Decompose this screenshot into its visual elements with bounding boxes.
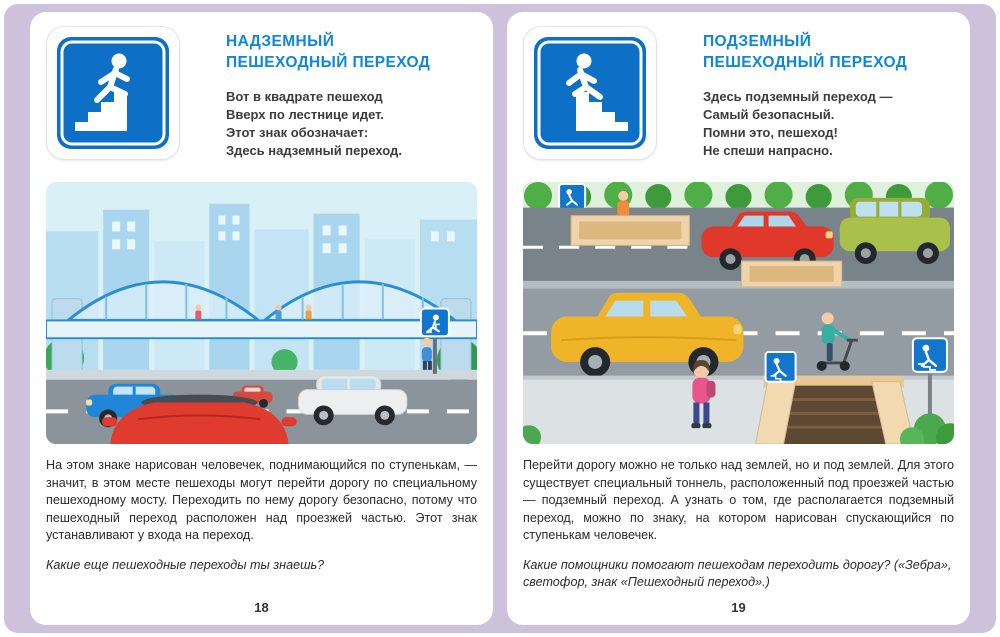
- poem-line: Не спеши напрасно.: [703, 143, 833, 158]
- page-header: [46, 26, 477, 160]
- page-title: [226, 31, 430, 73]
- page-header: [523, 26, 954, 160]
- underground-crossing-sign-icon: [534, 37, 646, 149]
- poem-line: Помни это, пешеход!: [703, 125, 838, 140]
- body-text: На этом знаке нарисован человечек, поднимающийся по ступенькам, — значит, в этом месте пешеходы могут перейти дорогу по специальному пешеходному мосту. Переходить по нему дорогу безопасно, потому что пешеходный переход расположен над проезжей частью. Этот знак устанавливают у входа на переход.: [46, 458, 477, 542]
- header-text: [226, 26, 430, 160]
- title-line: ПЕШЕХОДНЫЙ ПЕРЕХОД: [703, 54, 908, 71]
- page-number: 19: [731, 600, 746, 615]
- poem-line: Вверх по лестнице идет.: [226, 107, 385, 122]
- overhead-crossing-sign: [46, 26, 180, 160]
- poem-line: Здесь надземный переход.: [226, 143, 402, 158]
- body-text: Перейти дорогу можно не только над землей, но и под землей. Для этого существует специальный тоннель, расположенный под проезжей частью — подземный переход. А узнать о том, где располагается подземный переход, можно по знаку, на котором нарисован спускающийся по ступенькам человечек.: [523, 458, 954, 542]
- page-title: [703, 31, 907, 73]
- poem-line: Здесь подземный переход —: [703, 89, 893, 104]
- overhead-crossing-sign-icon: [57, 37, 169, 149]
- title-line: ПЕШЕХОДНЫЙ ПЕРЕХОД: [226, 54, 431, 71]
- sidewalk-pedestrian: [422, 338, 432, 370]
- title-line: НАДЗЕМНЫЙ: [226, 33, 335, 50]
- poem: [703, 88, 907, 160]
- question-text: Какие еще пешеходные переходы ты знаешь?: [46, 557, 325, 572]
- title-line: ПОДЗЕМНЫЙ: [703, 33, 812, 50]
- poem-line: Самый безопасный.: [703, 107, 835, 122]
- poem: [226, 88, 430, 160]
- page-left: [30, 12, 493, 625]
- underground-crossing-sign: [523, 26, 657, 160]
- header-text: [703, 26, 907, 160]
- overpass-illustration: [46, 182, 477, 444]
- page-right: [507, 12, 970, 625]
- book-background: [4, 4, 996, 633]
- center-parapet: [742, 261, 842, 287]
- poem-line: Вот в квадрате пешеход: [226, 89, 383, 104]
- poem-line: Этот знак обозначает:: [226, 125, 369, 140]
- question-text: Какие помощники помогают пешеходам переходить дорогу? («Зебра», светофор, знак «Пешеходный переход».): [523, 557, 952, 589]
- far-parapet: [571, 216, 689, 246]
- underpass-illustration: [523, 182, 954, 444]
- page-number: 18: [254, 600, 269, 615]
- underpass-entrance-sign-icon: [766, 352, 796, 382]
